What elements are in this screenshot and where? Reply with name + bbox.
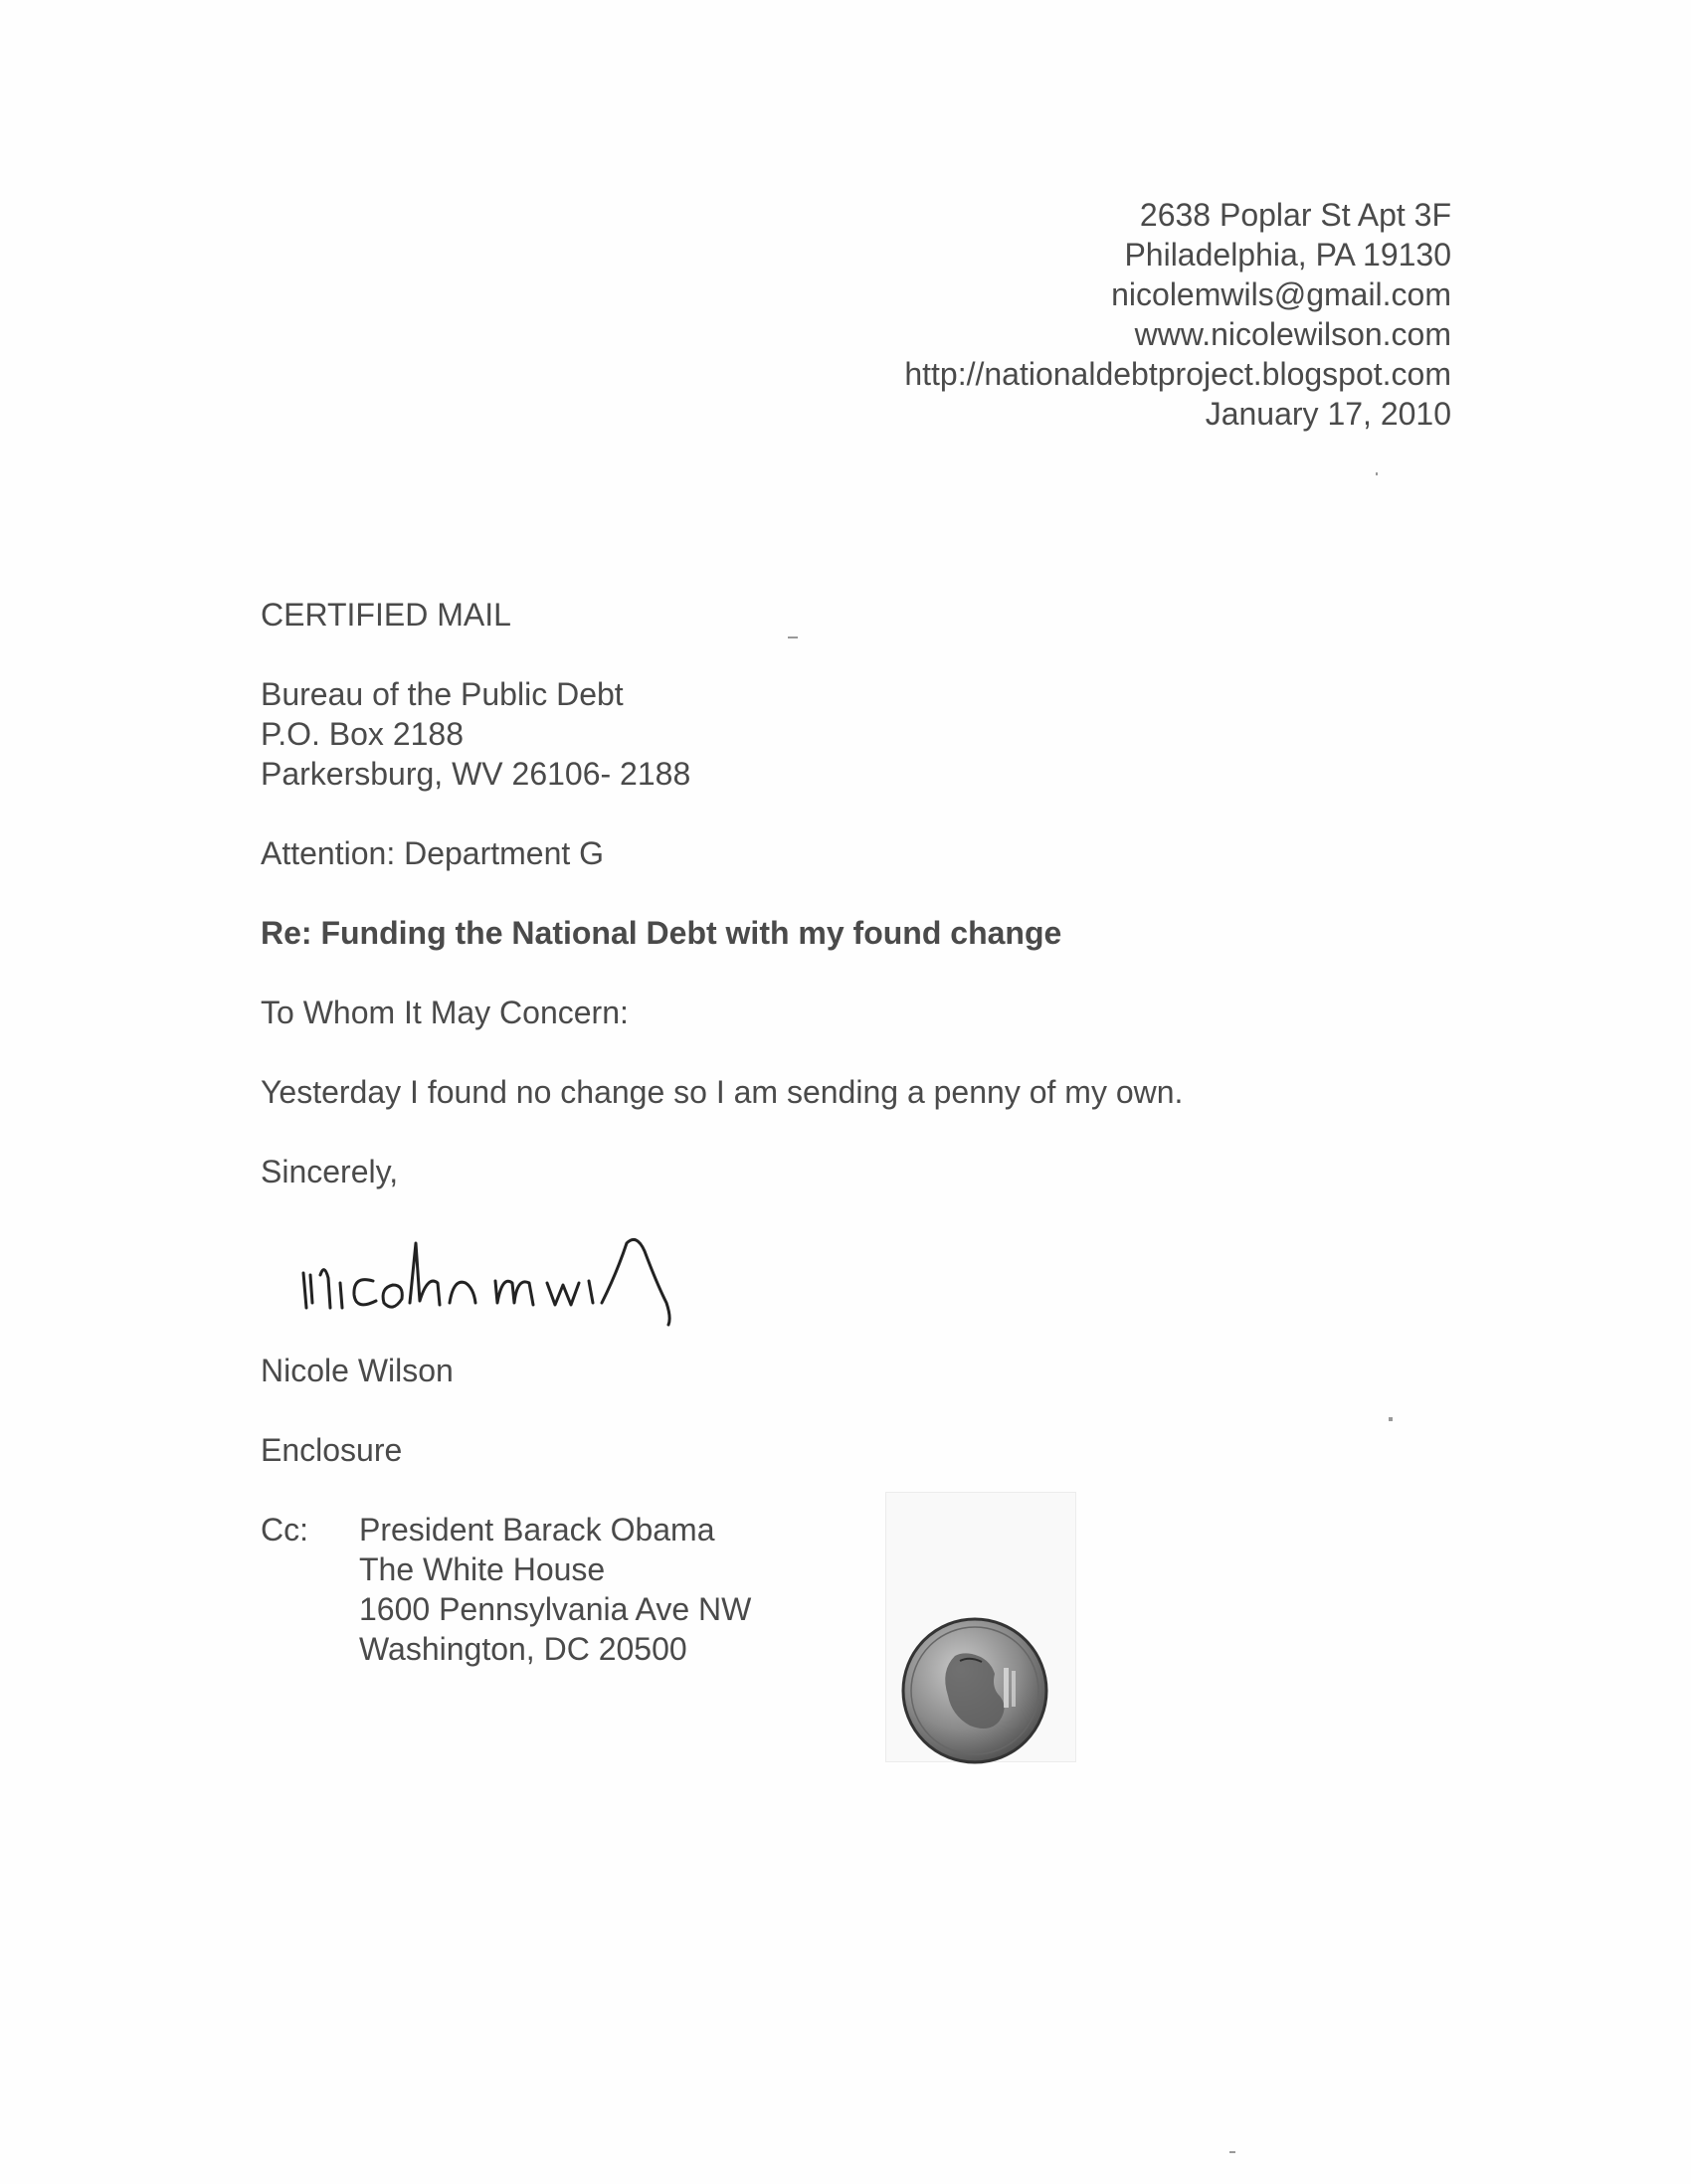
delivery-method: CERTIFIED MAIL [261, 597, 511, 633]
cc-org: The White House [359, 1551, 606, 1587]
closing: Sincerely, [261, 1154, 399, 1189]
sender-email: nicolemwils@gmail.com [1111, 276, 1451, 312]
letter-body: Yesterday I found no change so I am sending a penny of my own. [261, 1074, 1184, 1110]
recipient-address-block [261, 674, 1454, 794]
salutation: To Whom It May Concern: [261, 995, 629, 1030]
cc-label: Cc: [261, 1512, 308, 1547]
signer-name: Nicole Wilson [261, 1353, 454, 1388]
recipient-name: Bureau of the Public Debt [261, 676, 624, 712]
letter-date: January 17, 2010 [1205, 396, 1451, 432]
recipient-po-box: P.O. Box 2188 [261, 716, 464, 752]
scan-speck [1376, 472, 1378, 475]
sender-street: 2638 Poplar St Apt 3F [1139, 197, 1451, 233]
handwritten-signature [298, 1203, 796, 1333]
subject-line: Re: Funding the National Debt with my found change [261, 915, 1062, 951]
sender-address-block [556, 195, 1451, 434]
sender-city-state-zip: Philadelphia, PA 19130 [1124, 237, 1451, 273]
scan-speck [788, 637, 798, 638]
enclosure-note: Enclosure [261, 1432, 403, 1468]
scan-speck [1389, 1417, 1393, 1421]
cc-city-state-zip: Washington, DC 20500 [359, 1631, 687, 1667]
sender-blog: http://nationaldebtproject.blogspot.com [904, 356, 1451, 392]
attention-line: Attention: Department G [261, 835, 605, 871]
cc-name: President Barack Obama [359, 1512, 715, 1547]
penny-coin-icon [900, 1616, 1049, 1765]
recipient-city-state-zip: Parkersburg, WV 26106- 2188 [261, 756, 691, 792]
sender-website: www.nicolewilson.com [1134, 316, 1451, 352]
scan-speck [1229, 2151, 1235, 2153]
cc-street: 1600 Pennsylvania Ave NW [359, 1591, 752, 1627]
